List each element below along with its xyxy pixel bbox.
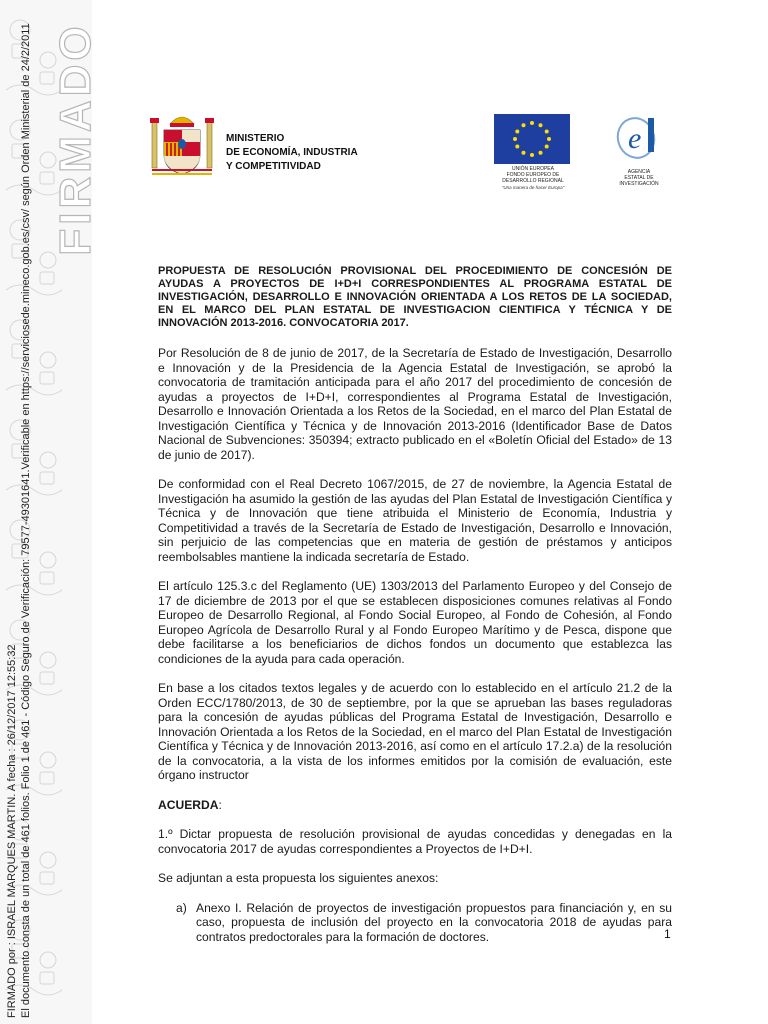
eu-flag-icon bbox=[494, 114, 570, 164]
document-title: PROPUESTA DE RESOLUCIÓN PROVISIONAL DEL PROCEDIMIENTO DE CONCESIÓN DE AYUDAS A PROYECTOS DE I+D+I CORRESPONDIENTES AL PROGRAMA ESTATAL DE INVESTIGACIÓN, DESARROLLO E INNOVACIÓN ORIENTADA A LOS RETOS DE LA SOCIEDAD, EN EL MARCO DEL PLAN ESTATAL DE INVESTIGACION CIENTIFICA Y TÉCNICA Y DE INNOVACIÓN 2013-2016. CONVOCATORIA 2017. bbox=[158, 265, 672, 329]
paragraph-6: Se adjuntan a esta propuesta los siguientes anexos: bbox=[158, 871, 439, 885]
paragraph-1: Por Resolución de 8 de junio de 2017, de la Secretaría de Estado de Investigación, Desarrollo e Innovación y de la Presidencia de la Agencia Estatal de Investigación, se aprobó la convocatoria de tramitación anticipada para el año 2017 del procedimiento de concesión de ayudas a proyectos de I+D+I, correspondientes al Programa Estatal de Investigación, Desarrollo e Innovación Orientada a los Retos de la Sociedad, en el marco del Plan Estatal de Investigación Científica y Técnica y de Innovación 2013-2016 (Identificador Base de Datos Nacional de Subvenciones: 350394; extracto publicado en el «Boletín Oficial del Estado» de 13 de junio de 2017). bbox=[158, 346, 672, 462]
paragraph-3: El artículo 125.3.c del Reglamento (UE) 1303/2013 del Parlamento Europeo y del Consejo de 17 de diciembre de 2013 por el que se establecen disposiciones comunes relativas al Fondo Europeo de Desarrollo Regional, al Fondo Social Europeo, al Fondo de Cohesión, al Fondo Europeo Agrícola de Desarrollo Rural y al Fondo Europeo Marítimo y de Pesca, dispone que debe facilitarse a los beneficiarios de dichos fondos un documento que establezca las condiciones de la ayuda para cada operación. bbox=[158, 579, 672, 666]
ministry-name: MINISTERIO DE ECONOMÍA, INDUSTRIA Y COMPETITIVIDAD bbox=[226, 133, 358, 172]
paragraph-4: En base a los citados textos legales y de acuerdo con lo establecido en el artículo 21.2 de la Orden ECC/1780/2013, de 30 de septiembre, por la que se aprueban las bases reguladoras para la concesión de ayudas públicas del Programa Estatal de Investigación, Desarrollo e Innovación Orientada a los Retos de la Sociedad, en el marco del Plan Estatal de Investigación Científica y Técnica y de Innovación 2013-2016, así como en el artículo 17.2.a) de la resolución de la convocatoria, a la vista de los informes emitidos por la comisión de evaluación, este órgano instructor bbox=[158, 681, 672, 782]
verification-line: El documento consta de un total de 461 folios. Folio 1 de 461 - Código Seguro de Verificación: 79577-49301641.Verificable en https://serviciosede.mineco.gob.es/csv/ según Orden Ministerial de 24/2/2011 bbox=[20, 23, 32, 1018]
annex-text: Anexo I. Relación de proyectos de investigación propuestos para financiación y, en su caso, propuesta de inclusión del proyecto en la convocatoria 2018 de ayudas para contratos predoctorales para la formación de doctores. bbox=[196, 900, 672, 944]
spain-coat-of-arms-icon bbox=[148, 110, 216, 182]
document-body bbox=[158, 265, 672, 944]
svg-text:e: e bbox=[628, 122, 642, 155]
annex-label: a) bbox=[176, 900, 187, 915]
signature-strip bbox=[0, 0, 100, 1024]
page-number: 1 bbox=[664, 927, 671, 941]
document-header bbox=[148, 110, 678, 200]
firmado-watermark: FIRMADO bbox=[51, 22, 100, 256]
aei-logo: e AGENCIA ESTATAL DE INVESTIGACIÓN bbox=[614, 112, 664, 187]
signature-line: FIRMADO por : ISRAEL MARQUES MARTIN. A fecha : 26/12/2017 12:55:32 bbox=[6, 644, 18, 1018]
paragraph-5: 1.º Dictar propuesta de resolución provisional de ayudas concedidas y denegadas en la convocatoria 2017 de ayudas correspondientes a Proyectos de I+D+I. bbox=[158, 827, 672, 856]
eu-feder-logo: UNIÓN EUROPEA FONDO EUROPEO DE DESARROLLO REGIONAL "Una manera de hacer Europa" bbox=[494, 114, 572, 190]
acuerda-heading: ACUERDA: bbox=[158, 797, 222, 812]
aei-logo-icon bbox=[614, 112, 664, 162]
annex-item bbox=[176, 901, 672, 945]
paragraph-2: De conformidad con el Real Decreto 1067/2015, de 27 de noviembre, la Agencia Estatal de Investigación ha asumido la gestión de las ayudas del Plan Estatal de Investigación Científica y Técnica y de Innovación que tiene atribuida el Ministerio de Economía, Industria y Competitividad a través de la Secretaría de Estado de Investigación, Desarrollo e Innovación, sin perjuicio de las competencias que en materia de gestión de préstamos y anticipos reembolsables mantiene la indicada secretaría de Estado. bbox=[158, 477, 672, 564]
